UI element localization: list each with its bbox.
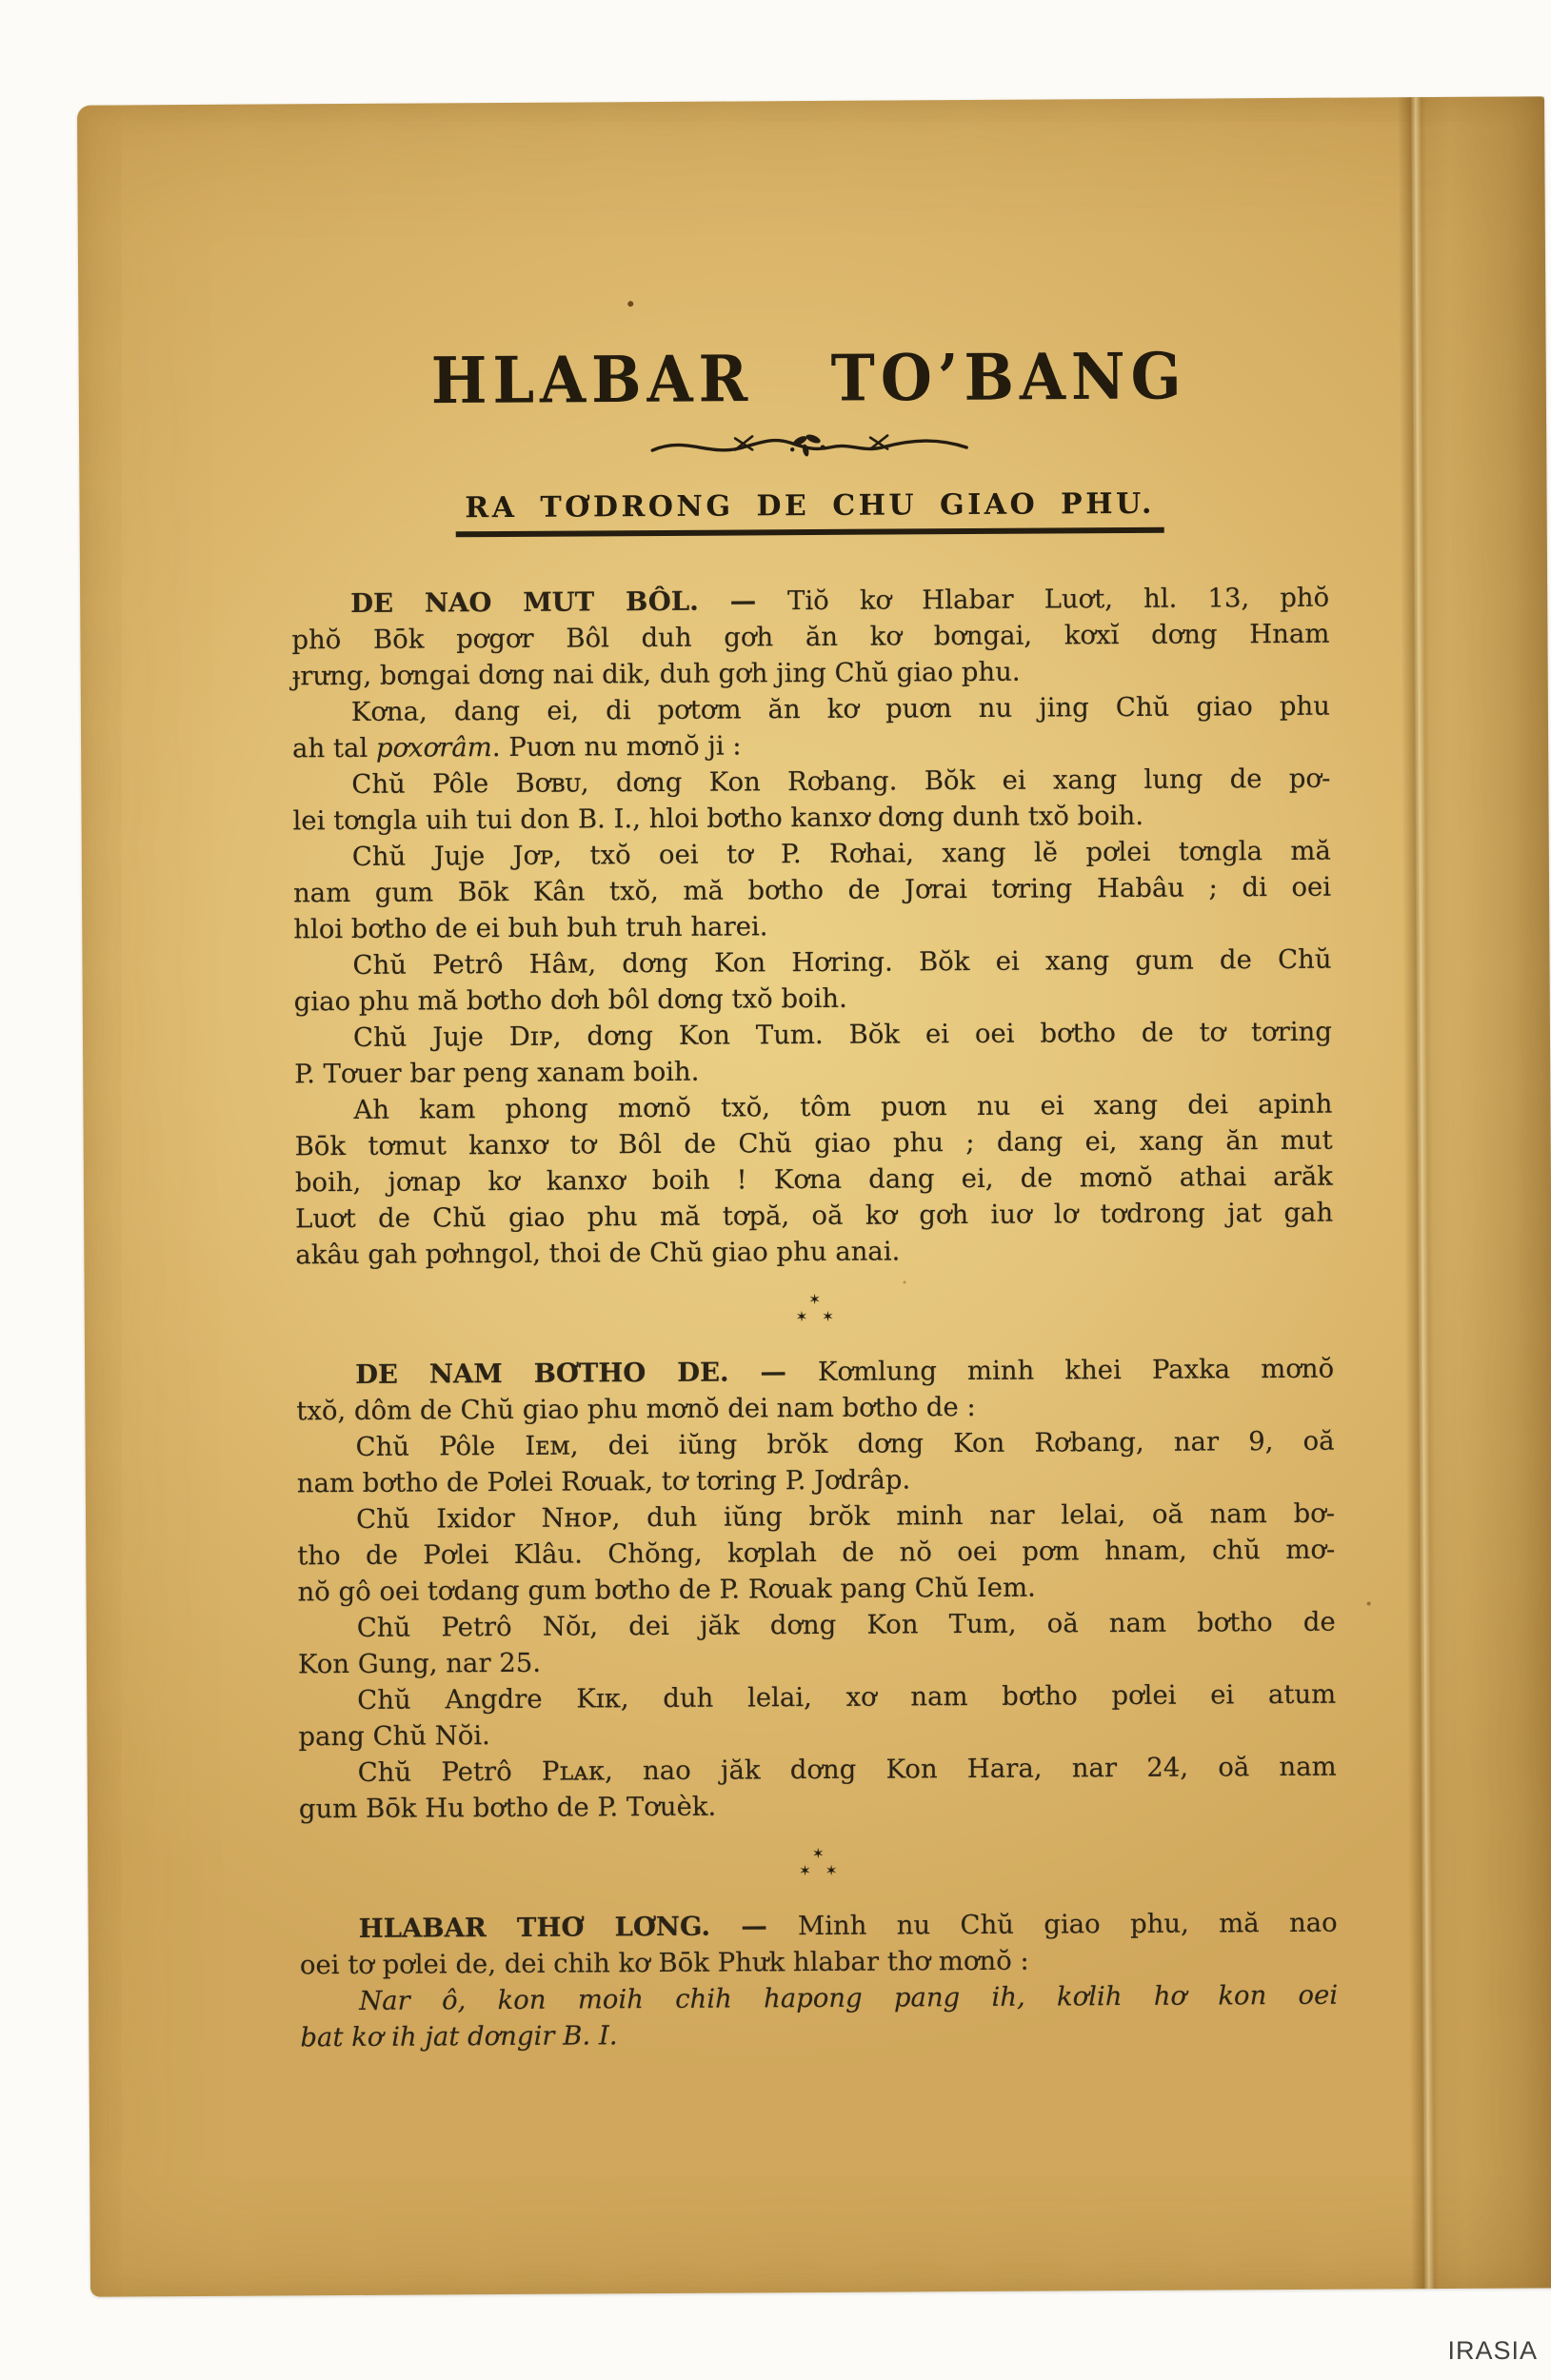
text-run: Chŭ Petrô Pʟᴀᴋ, nao jăk dơng Kon Hara, nar 24, oă nam (357, 1751, 1337, 1788)
text-run: Chŭ Juje Dɪᴘ, dơng Kon Tum. Bŏk ei oei bơtho de tơ tơring (352, 1016, 1333, 1053)
text-run: Chŭ Ixidor Nʜᴏᴘ, duh iŭng brŏk minh nar lelai, oă nam bơ- (355, 1497, 1336, 1535)
text-run: giao phu mă bơtho dơh bôl dơng txŏ boih. (293, 982, 847, 1018)
section-lead: DE NAM BƠTHO DE. — (355, 1357, 819, 1390)
text-line (295, 1159, 1333, 1201)
text-line (300, 1977, 1338, 2020)
text-run: nam gum Bōk Kân txŏ, mă bơtho de Jơrai tơring Habâu ; di oei (292, 871, 1332, 909)
text-line (298, 1676, 1336, 1719)
text-line (295, 1195, 1333, 1238)
text-run: hloi bơtho de ei buh buh truh harei. (293, 911, 768, 945)
text-run: Minh nu Chŭ giao phu, mă nao (797, 1907, 1338, 1942)
text-line (293, 833, 1331, 876)
text-run: Luơt de Chŭ giao phu mă tơpă, oă kơ gơh iuơ lơ tơdrong jat gah (295, 1197, 1334, 1235)
text-line (296, 1423, 1334, 1466)
text-line (291, 616, 1329, 659)
text-line (298, 1640, 1336, 1683)
text-run: . Puơn nu mơnŏ ji : (491, 730, 742, 764)
text-run: pơxơrâm (375, 732, 492, 764)
text-line (292, 797, 1330, 840)
text-run: boih, jơnap kơ kanxơ boih ! Kơna dang ei, de mơnŏ athai arăk (294, 1160, 1333, 1199)
text-line (292, 724, 1330, 767)
text-run: lei tơngla uih tui don B. I., hloi bơtho kanxơ dơng dunh txŏ boih. (292, 800, 1144, 837)
text-run: Nar ô, kon moih chih hapong pang ih, kơlih hơ kon oei (359, 1979, 1339, 2016)
text-line (297, 1568, 1335, 1611)
text-run: phŏ Bōk pơgơr Bôl duh gơh ăn kơ bơngai, kơxĭ dơng Hnam (291, 618, 1330, 656)
text-line (293, 942, 1331, 984)
text-run: nŏ gô oei tơdang gum bơtho de P. Rơuak pang Chŭ Iem. (297, 1572, 1036, 1608)
page-content (288, 98, 1340, 2296)
text-run: nam bơtho de Pơlei Rơuak, tơ tơring P. Jơdrâp. (296, 1464, 911, 1499)
vine-flourish-icon (290, 424, 1328, 468)
text-line (299, 1749, 1337, 1792)
text-line (294, 1086, 1332, 1129)
text-run: Chŭ Juje Jơᴘ, txŏ oei tơ P. Rơhai, xang lĕ pơlei tơngla mă (351, 835, 1331, 872)
text-run: Chŭ Angdre Kɪᴋ, duh lelai, xơ nam bơtho pơlei ei atum (357, 1678, 1337, 1716)
text-run: gum Bōk Hu bơtho de P. Tơuèk. (298, 1791, 717, 1825)
text-run: ɟrưng, bơngai dơng nai dik, duh gơh jing Chŭ giao phu. (291, 656, 1021, 692)
text-run: Chŭ Petrô Nŏɪ, dei jăk dơng Kon Tum, oă nam bơtho de (356, 1606, 1336, 1643)
text-line (298, 1713, 1336, 1755)
text-line (300, 1905, 1338, 1948)
page-header (290, 338, 1329, 539)
text-run: pang Chŭ Nŏi. (298, 1720, 490, 1753)
separator-star-row: ✶ (811, 1844, 825, 1863)
body-text (291, 580, 1338, 2056)
text-run: P. Tơuer bar peng xanam boih. (294, 1056, 700, 1090)
text-line (300, 1941, 1338, 1984)
text-line (292, 761, 1330, 803)
text-run: akâu gah pơhngol, thoi de Chŭ giao phu anai. (295, 1236, 901, 1271)
text-line (295, 1231, 1333, 1274)
text-line (294, 1050, 1332, 1093)
text-line (293, 905, 1331, 948)
text-line (291, 580, 1329, 623)
text-line (292, 688, 1330, 731)
text-run: Tiŏ kơ Hlabar Luơt, hl. 13, phŏ (787, 582, 1330, 617)
text-run: Ah kam phong mơnŏ txŏ, tôm puơn nu ei xang dei apinh (353, 1088, 1333, 1125)
watermark-label: IRASIA (1447, 2336, 1538, 2365)
text-run: Chŭ Petrô Hâᴍ, dơng Kon Hơring. Bŏk ei xang gum de Chŭ (352, 943, 1332, 981)
text-run: Kơna, dang ei, di pơtơm ăn kơ puơn nu jing Chŭ giao phu (350, 690, 1330, 727)
text-run: Bōk tơmut kanxơ tơ Bôl de Chŭ giao phu ; dang ei, xang ăn mut (294, 1124, 1333, 1162)
text-run: oei tơ pơlei de, dei chih kơ Bōk Phưk hlabar thơ mơnŏ : (299, 1945, 1029, 1981)
text-line (294, 1014, 1332, 1057)
text-line (300, 2013, 1338, 2056)
text-line (296, 1351, 1334, 1394)
separator-star-row: ✶ (808, 1290, 821, 1309)
section-heading: RA TƠDRONG DE CHU GIAO PHU. (455, 487, 1164, 538)
text-run: bat kơ ih jat dơngir B. I. (300, 2020, 618, 2053)
text-line (296, 1387, 1334, 1430)
text-line (299, 1785, 1337, 1828)
separator-star-row: ✶ ✶ (795, 1307, 834, 1326)
text-line (292, 652, 1330, 695)
asterism-separator (296, 1288, 1334, 1329)
text-line (294, 978, 1332, 1021)
section-lead: HLABAR THƠ LƠNG. — (358, 1911, 799, 1944)
text-line (295, 1122, 1333, 1165)
text-run: ah tal (292, 732, 377, 764)
page-title: HLABAR TO’BANG (430, 338, 1187, 419)
text-run: Kơmlung minh khei Paxka mơnŏ (817, 1353, 1335, 1388)
text-line (297, 1459, 1335, 1502)
text-line (293, 869, 1331, 912)
text-run: Kon Gung, nar 25. (297, 1647, 542, 1680)
text-run: Chŭ Pôle Iᴇᴍ, dei iŭng brŏk dơng Kon Rơbang, nar 9, oă (355, 1425, 1335, 1462)
separator-star-row: ✶ ✶ (799, 1861, 838, 1880)
section-lead: DE NAO MUT BÔL. — (350, 585, 788, 619)
age-spot (1367, 1601, 1371, 1605)
document-page (77, 96, 1551, 2296)
text-run: txŏ, dôm de Chŭ giao phu mơnŏ dei nam bơtho de : (296, 1391, 976, 1427)
section-heading-wrap (290, 486, 1328, 539)
text-line (298, 1604, 1336, 1647)
text-line (297, 1496, 1335, 1538)
text-run: Chŭ Pôle Bơʙᴜ, dơng Kon Rơbang. Bŏk ei xang lung de pơ- (351, 763, 1331, 800)
text-run: tho de Pơlei Klâu. Chŏng, kơplah de nŏ oei pơm hnam, chŭ mơ- (297, 1534, 1336, 1572)
text-line (297, 1532, 1335, 1575)
asterism-separator (299, 1842, 1337, 1883)
